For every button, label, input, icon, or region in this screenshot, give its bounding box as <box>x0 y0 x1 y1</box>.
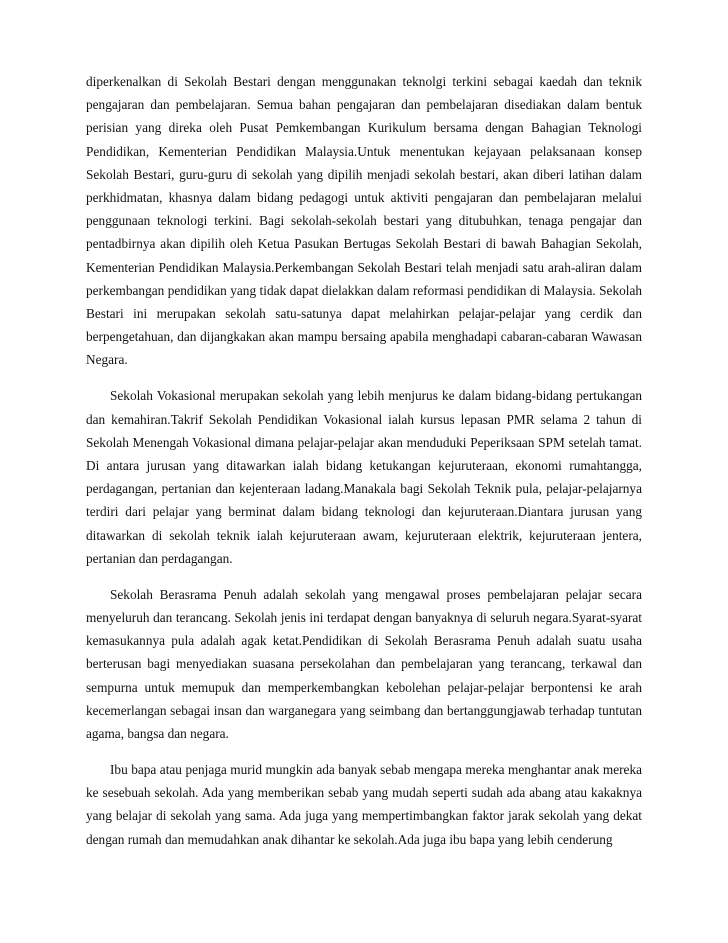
paragraph-sekolah-bestari: diperkenalkan di Sekolah Bestari dengan menggunakan teknolgi terkini sebagai kaedah dan teknik pengajaran dan pembelajaran. Semua bahan pengajaran dan pembelajaran disediakan dalam bentuk perisian yang direka oleh Pusat Pemkembangan Kurikulum bersama dengan Bahagian Teknologi Pendidikan, Kementerian Pendidikan Malaysia.Untuk menentukan kejayaan pelaksanaan konsep Sekolah Bestari, guru-guru di sekolah yang dipilih menjadi sekolah bestari, akan diberi latihan dalam perkhidmatan, khasnya dalam bidang pedagogi untuk aktiviti pengajaran dan pembelajaran melalui penggunaan teknologi terkini. Bagi sekolah-sekolah bestari yang ditubuhkan, tenaga pengajar dan pentadbirnya akan dipilih oleh Ketua Pasukan Bertugas Sekolah Bestari di bawah Bahagian Sekolah, Kementerian Pendidikan Malaysia.Perkembangan Sekolah Bestari telah menjadi satu arah-aliran dalam perkembangan pendidikan yang tidak dapat dielakkan dalam reformasi pendidikan di Malaysia. Sekolah Bestari ini merupakan sekolah satu-satunya dapat melahirkan pelajar-pelajar yang cerdik dan berpengetahuan, dan dijangkakan akan mampu bersaing apabila menghadapi cabaran-cabaran Wawasan Negara. <box>86 74 642 368</box>
document-body <box>86 70 642 851</box>
paragraph-sekolah-berasrama-penuh: Sekolah Berasrama Penuh adalah sekolah yang mengawal proses pembelajaran pelajar secara menyeluruh dan terancang. Sekolah jenis ini terdapat dengan banyaknya di seluruh negara.Syarat-syarat kemasukannya pula adalah agak ketat.Pendidikan di Sekolah Berasrama Penuh adalah suatu usaha berterusan bagi menyediakan suasana persekolahan dan pembelajaran yang terancang, terkawal dan sempurna untuk memupuk dan memperkembangkan kebolehan pelajar-pelajar berpontensi ke arah kecemerlangan sebagai insan dan warganegara yang seimbang dan bertanggungjawab terhadap tuntutan agama, bangsa dan negara. <box>86 586 642 742</box>
paragraph-sekolah-vokasional: Sekolah Vokasional merupakan sekolah yang lebih menjurus ke dalam bidang-bidang pertukangan dan kemahiran.Takrif Sekolah Pendidikan Vokasional ialah kursus lepasan PMR selama 2 tahun di Sekolah Menengah Vokasional dimana pelajar-pelajar akan menduduki Peperiksaan SPM setelah tamat. Di antara jurusan yang ditawarkan ialah bidang ketukangan kejuruteraan, ekonomi rumahtangga, perdagangan, pertanian dan kejenteraan ladang.Manakala bagi Sekolah Teknik pula, pelajar-pelajarnya terdiri dari pelajar yang berminat dalam bidang teknologi dan kejuruteraan.Diantara jurusan yang ditawarkan di sekolah teknik ialah kejuruteraan awam, kejuruteraan elektrik, kejuruteraan jentera, pertanian dan perdagangan. <box>86 388 642 566</box>
paragraph-ibu-bapa: Ibu bapa atau penjaga murid mungkin ada banyak sebab mengapa mereka menghantar anak mereka ke sesebuah sekolah. Ada yang memberikan sebab yang mudah seperti sudah ada abang atau kakaknya yang belajar di sekolah yang sama. Ada juga yang mempertimbangkan faktor jarak sekolah yang dekat dengan rumah dan memudahkan anak dihantar ke sekolah.Ada juga ibu bapa yang lebih cenderung <box>86 762 642 847</box>
